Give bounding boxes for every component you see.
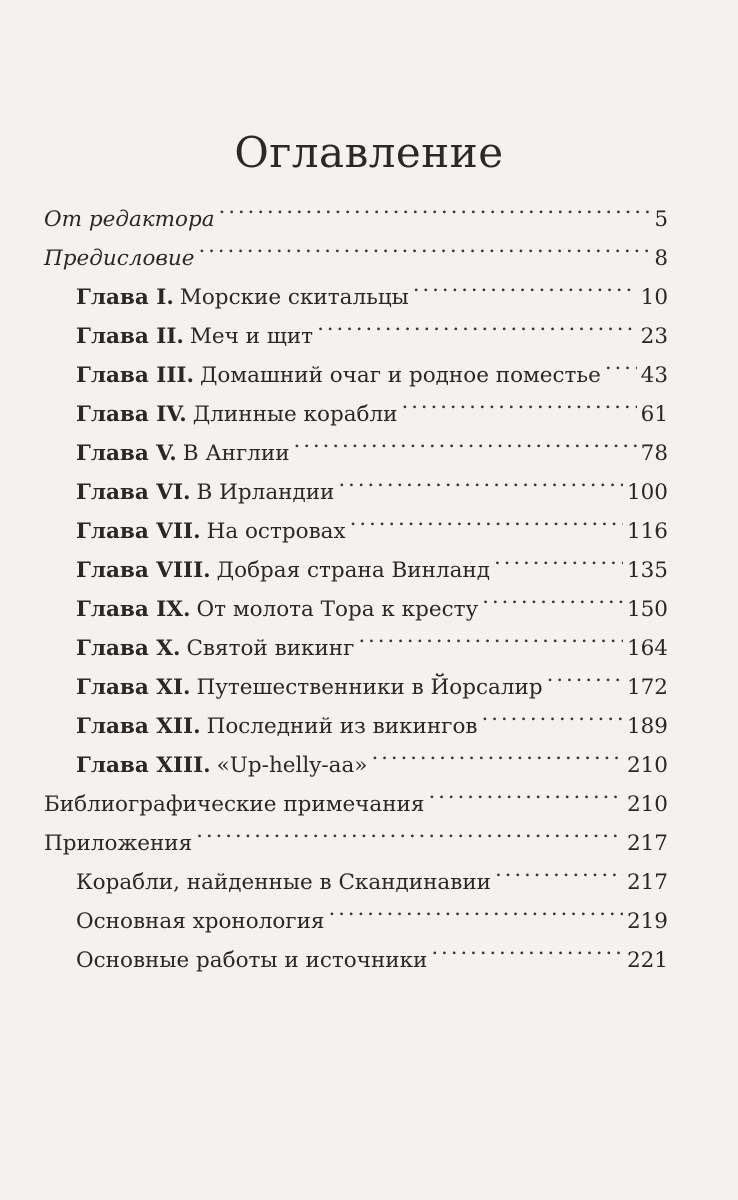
entry-title: Приложения: [44, 831, 193, 856]
dot-leader: [350, 517, 623, 539]
entry-title: Меч и щит: [189, 324, 314, 349]
page-number: 10: [640, 285, 668, 310]
dot-leader: [371, 751, 622, 773]
toc-entry-label: [76, 551, 490, 590]
page-number: 43: [640, 363, 668, 388]
page-number: 61: [640, 402, 668, 427]
chapter-number: Глава VIII.: [76, 558, 211, 583]
toc-entry-label: [76, 746, 367, 785]
dot-leader: [328, 907, 622, 929]
toc-entry-label: [44, 785, 424, 824]
table-of-contents: [44, 200, 668, 980]
toc-entry: [44, 434, 668, 473]
dot-leader: [482, 712, 623, 734]
toc-entry: [44, 590, 668, 629]
toc-entry: [44, 200, 668, 239]
toc-entry-label: [76, 902, 324, 941]
page-number: 8: [654, 246, 668, 271]
page-number: 221: [626, 948, 668, 973]
toc-entry-label: [76, 707, 478, 746]
entry-title: От молота Тора к кресту: [196, 597, 479, 622]
toc-entry-label: [76, 629, 354, 668]
toc-entry: [44, 668, 668, 707]
page-number: 189: [626, 714, 668, 739]
page-number: 210: [626, 792, 668, 817]
dot-leader: [196, 829, 623, 851]
dot-leader: [495, 868, 623, 890]
toc-entry-label: [44, 824, 192, 863]
entry-title: Добрая страна Винланд: [216, 558, 490, 583]
entry-title: В Ирландии: [196, 480, 335, 505]
toc-entry-label: [76, 317, 313, 356]
entry-title: Святой викинг: [186, 636, 355, 661]
toc-entry: [44, 941, 668, 980]
toc-entry-label: [76, 434, 290, 473]
toc-entry-label: [76, 473, 334, 512]
page-number: 100: [626, 480, 668, 505]
chapter-number: Глава XII.: [76, 714, 201, 739]
toc-entry: [44, 629, 668, 668]
toc-entry: [44, 512, 668, 551]
page-number: 135: [626, 558, 668, 583]
dot-leader: [605, 361, 637, 383]
toc-entry-label: [76, 278, 409, 317]
entry-title: Путешественники в Йорсалир: [196, 675, 543, 700]
chapter-number: Глава IV.: [76, 402, 187, 427]
entry-title: Основные работы и источники: [76, 948, 428, 973]
toc-entry-label: [76, 941, 427, 980]
toc-entry-label: [44, 239, 194, 278]
toc-entry-label: [76, 512, 346, 551]
toc-entry: [44, 473, 668, 512]
dot-leader: [294, 439, 637, 461]
toc-entry: [44, 551, 668, 590]
toc-entry-label: [76, 590, 478, 629]
page-number: 164: [626, 636, 668, 661]
toc-entry: [44, 785, 668, 824]
page-number: 219: [626, 909, 668, 934]
page-number: 217: [626, 870, 668, 895]
chapter-number: Глава X.: [76, 636, 181, 661]
entry-title: «Up-helly-aa»: [216, 753, 368, 778]
entry-title: От редактора: [44, 207, 215, 232]
dot-leader: [494, 556, 623, 578]
entry-title: Морские скитальцы: [179, 285, 409, 310]
chapter-number: Глава VII.: [76, 519, 201, 544]
toc-entry: [44, 395, 668, 434]
entry-title: Библиографические примечания: [44, 792, 425, 817]
entry-title: На островах: [206, 519, 346, 544]
entry-title: Основная хронология: [76, 909, 325, 934]
page-number: 5: [654, 207, 668, 232]
chapter-number: Глава V.: [76, 441, 177, 466]
entry-title: Корабли, найденные в Скандинавии: [76, 870, 491, 895]
toc-entry-label: [76, 356, 601, 395]
toc-entry: [44, 863, 668, 902]
dot-leader: [401, 400, 636, 422]
toc-entry: [44, 356, 668, 395]
page-title: Оглавление: [234, 128, 504, 178]
toc-entry: [44, 902, 668, 941]
toc-entry: [44, 707, 668, 746]
entry-title: Длинные корабли: [192, 402, 398, 427]
page-number: 210: [626, 753, 668, 778]
toc-entry: [44, 746, 668, 785]
chapter-number: Глава VI.: [76, 480, 191, 505]
dot-leader: [547, 673, 623, 695]
chapter-number: Глава XIII.: [76, 753, 211, 778]
chapter-number: Глава I.: [76, 285, 174, 310]
page-number: 116: [626, 519, 668, 544]
entry-title: Предисловие: [44, 246, 195, 271]
chapter-number: Глава II.: [76, 324, 184, 349]
toc-entry: [44, 317, 668, 356]
dot-leader: [482, 595, 623, 617]
toc-entry-label: [44, 200, 215, 239]
dot-leader: [198, 244, 650, 266]
dot-leader: [317, 322, 637, 344]
entry-title: Последний из викингов: [206, 714, 478, 739]
toc-entry-label: [76, 668, 543, 707]
page-number: 78: [640, 441, 668, 466]
entry-title: Домашний очаг и родное поместье: [199, 363, 601, 388]
dot-leader: [431, 946, 623, 968]
chapter-number: Глава III.: [76, 363, 194, 388]
dot-leader: [428, 790, 623, 812]
chapter-number: Глава XI.: [76, 675, 191, 700]
chapter-number: Глава IX.: [76, 597, 191, 622]
dot-leader: [413, 283, 637, 305]
entry-title: В Англии: [182, 441, 290, 466]
page-number: 217: [626, 831, 668, 856]
page-number: 23: [640, 324, 668, 349]
dot-leader: [338, 478, 623, 500]
toc-entry: [44, 239, 668, 278]
toc-entry: [44, 824, 668, 863]
dot-leader: [219, 205, 651, 227]
toc-entry-label: [76, 395, 397, 434]
toc-entry-label: [76, 863, 491, 902]
dot-leader: [358, 634, 623, 656]
page-number: 172: [626, 675, 668, 700]
page-number: 150: [626, 597, 668, 622]
toc-entry: [44, 278, 668, 317]
